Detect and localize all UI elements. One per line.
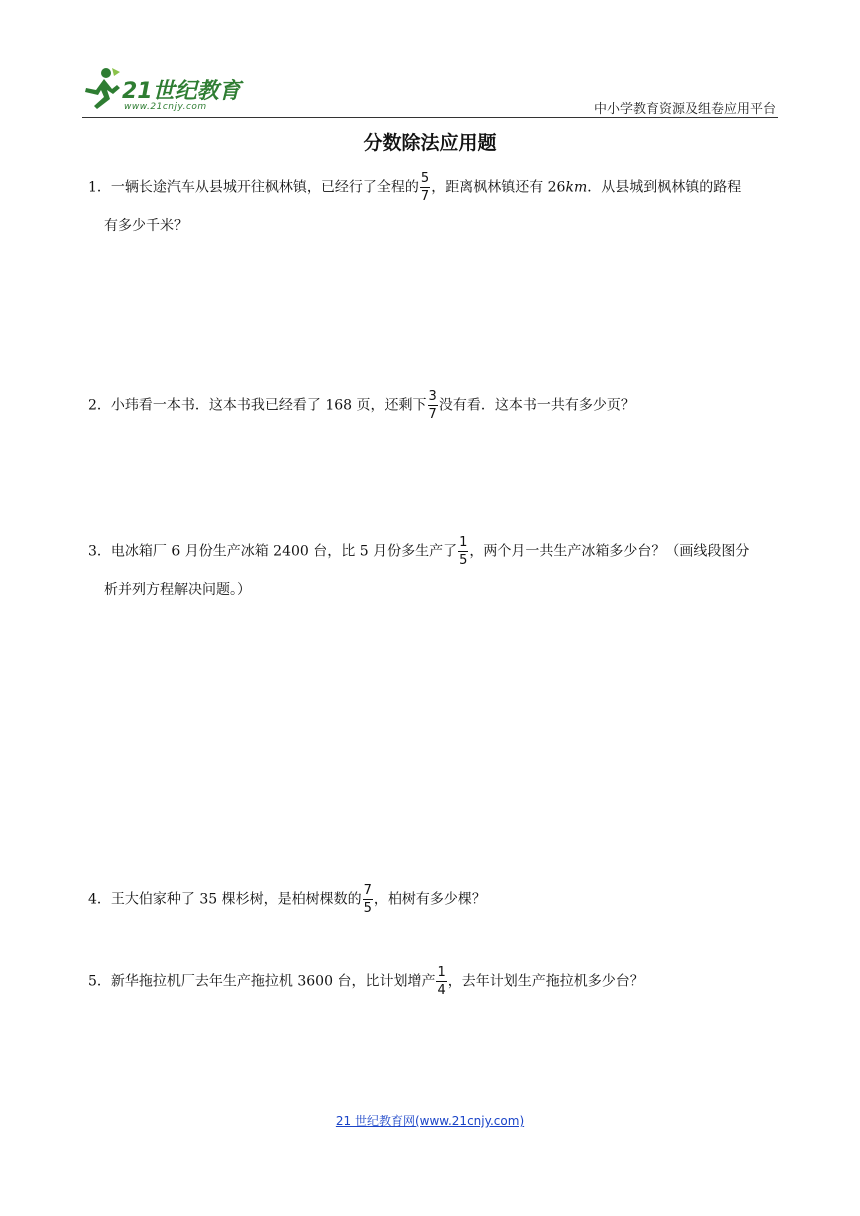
fraction-denominator: 5 [363,901,372,916]
question-text: ，去年计划生产拖拉机多少台？ [447,973,644,990]
question-number: 1． [88,179,111,196]
fraction-numerator: 3 [428,389,437,404]
page-title: 分数除法应用题 [363,132,497,154]
platform-label: 中小学教育资源及组卷应用平台 [593,102,776,117]
logo-text: 21世纪教育 [122,79,241,104]
question-number: 2． [88,397,111,414]
fraction-numerator: 7 [363,883,372,898]
fraction [436,966,446,997]
question-text: 小玮看一本书．这本书我已经看了 168 页，还剩下 [110,397,427,414]
question-text-continued: 析并列方程解决问题。） [104,582,251,598]
question-text: ，两个月一共生产冰箱多少台？（画线段图分 [469,543,750,560]
fraction-numerator: 1 [459,535,468,550]
fraction-numerator: 5 [420,171,430,186]
fraction [458,536,468,567]
page-footer [0,1112,860,1129]
fraction [428,390,438,421]
question-number: 4． [88,891,111,908]
question-text-continued: 有多少千米？ [104,218,188,234]
runner-logo-icon [82,66,122,110]
fraction [363,884,373,915]
unit-text: km [565,179,588,196]
fraction-denominator: 4 [437,983,446,998]
question-text: ，距离枫林镇还有 26 [431,179,566,196]
fraction-numerator: 1 [437,965,446,980]
question-1 [88,171,780,234]
footer-link[interactable]: 21 世纪教育网(www.21cnjy.com) [335,1114,525,1128]
header-divider [82,117,778,118]
question-2 [88,390,780,421]
question-number: 3． [88,543,111,560]
logo-url: www.21cnjy.com [124,102,207,112]
question-4 [88,884,780,915]
question-text: 一辆长途汽车从县城开往枫林镇，已经行了全程的 [110,179,419,196]
question-text: ，柏树有多少棵？ [373,891,486,908]
question-text: ．从县城到枫林镇的路程 [587,179,742,196]
question-5 [88,966,780,997]
question-text: 电冰箱厂 6 月份生产冰箱 2400 台，比 5 月份多生产了 [110,543,458,560]
logo [82,66,262,116]
fraction-denominator: 7 [428,407,437,422]
question-text: 没有看．这本书一共有多少页？ [438,397,635,414]
fraction [420,172,430,203]
fraction-denominator: 5 [459,553,468,568]
question-3 [88,535,780,598]
fraction-denominator: 7 [420,189,430,204]
question-text: 王大伯家种了 35 棵杉树，是柏树棵数的 [110,891,362,908]
question-number: 5． [88,973,111,990]
page-header [82,66,778,118]
question-text: 新华拖拉机厂去年生产拖拉机 3600 台，比计划增产 [110,973,436,990]
